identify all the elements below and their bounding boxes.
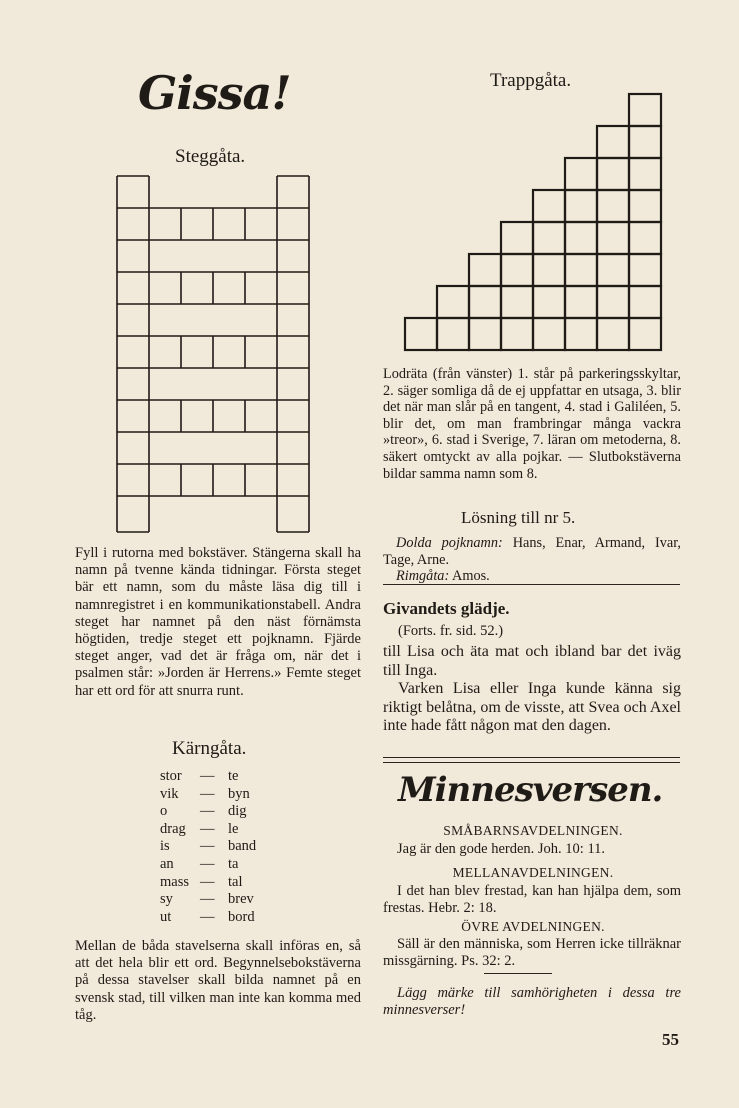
main-title: Gissa! [138, 66, 291, 120]
losning-label-1: Dolda pojknamn: [396, 535, 503, 551]
steggata-title: Steggåta. [175, 146, 246, 167]
minne-heading-2: MELLANAVDELNINGEN. [452, 865, 614, 880]
minne-text-1: Jag är den gode herden. Joh. 10: 11. [397, 841, 606, 857]
karngata-row: drag — le [160, 820, 239, 837]
steggata-grid [112, 172, 314, 536]
minnesverser-note: Lägg märke till samhörigheten i dessa tre minnesverser! [383, 985, 681, 1019]
minne-heading-3: ÖVRE AVDELNINGEN. [461, 919, 605, 934]
losning-text-2: Amos. [452, 568, 490, 585]
minne-text-3: Säll är den människa, som Herren icke tillräknar missgärning. Ps. 32: 2. [383, 936, 681, 970]
karngata-row: is — band [160, 838, 257, 855]
trappgata-grid [400, 88, 668, 354]
karngata-row: vik — byn [160, 785, 250, 802]
divider [383, 584, 680, 585]
losning-text-1: Hans, Enar, Armand, Ivar, Tage, Arne. [383, 535, 681, 568]
givandet-para-1: till Lisa och äta mat och ibland bar det iväg till Inga. [383, 643, 681, 679]
givandet-para-2: Varken Lisa eller Inga kunde känna sig riktigt belåtna, om de visste, att Svea och Axel inte hade fått någon mat den dagen. [383, 680, 681, 734]
karngata-row: mass — tal [160, 873, 243, 890]
minnesverser-title: Minnesversen. [398, 770, 663, 810]
karngata-row: stor — te [160, 768, 239, 784]
karngata-row: sy — brev [160, 891, 254, 908]
losning-title: Lösning till nr 5. [461, 508, 576, 527]
minne-heading-1: SMÅBARNSAVDELNINGEN. [443, 823, 623, 838]
losning-label-2: Rimgåta: [396, 568, 450, 585]
givandet-title: Givandets glädje. [383, 599, 510, 618]
trappgata-description: Lodräta (från vänster) 1. står på parkeringsskyltar, 2. säger somliga då de ej uppfattar en utsaga, 3. blir det när man slår på en tangent, 4. stad i Galiléen, 5. blir det, om man frambringar många vackra »treor», 6. stad i Sverige, 7. läran om metoderna, 8. säkert omtyckt av alla pojkar. — Slutbokstäverna bildar samma namn som 8. [383, 366, 681, 482]
losning-text [383, 535, 681, 585]
page-number: 55 [662, 1030, 679, 1049]
divider [383, 762, 680, 763]
divider [383, 757, 680, 758]
karngata-description: Mellan de båda stavelserna skall införas en, så att det hela blir ett ord. Begynnelsebokstäverna på dessa stavelser skall bilda namnet på en svensk stad, till vilken man inte kan komma med tåg. [75, 938, 361, 1023]
steggata-description: Fyll i rutorna med bokstäver. Stängerna skall ha namn på tvenne kända tidningar. Första steget bär ett namn, som du måste läsa dig till i namnregistret i en kommunikationstabell. Andra steget har namnet på den näst förnämsta högtiden, tredje steget ett pojknamn. Fjärde steget anger, vad det är fråga om, när det i psalmen står: »Jorden är Herrens.» Femte steget har ett ord för att snurra runt. [75, 545, 361, 699]
karngata-list [160, 768, 298, 926]
karngata-row: ut — bord [160, 908, 255, 925]
karngata-title: Kärngåta. [172, 738, 247, 759]
karngata-row: o — dig [160, 803, 247, 820]
givandet-subtitle: (Forts. fr. sid. 52.) [398, 623, 504, 639]
karngata-row: an — ta [160, 855, 239, 872]
trappgata-title: Trappgåta. [490, 70, 572, 91]
divider [484, 973, 552, 974]
minne-text-2: I det han blev frestad, kan han hjälpa dem, som frestas. Hebr. 2: 18. [383, 883, 681, 917]
